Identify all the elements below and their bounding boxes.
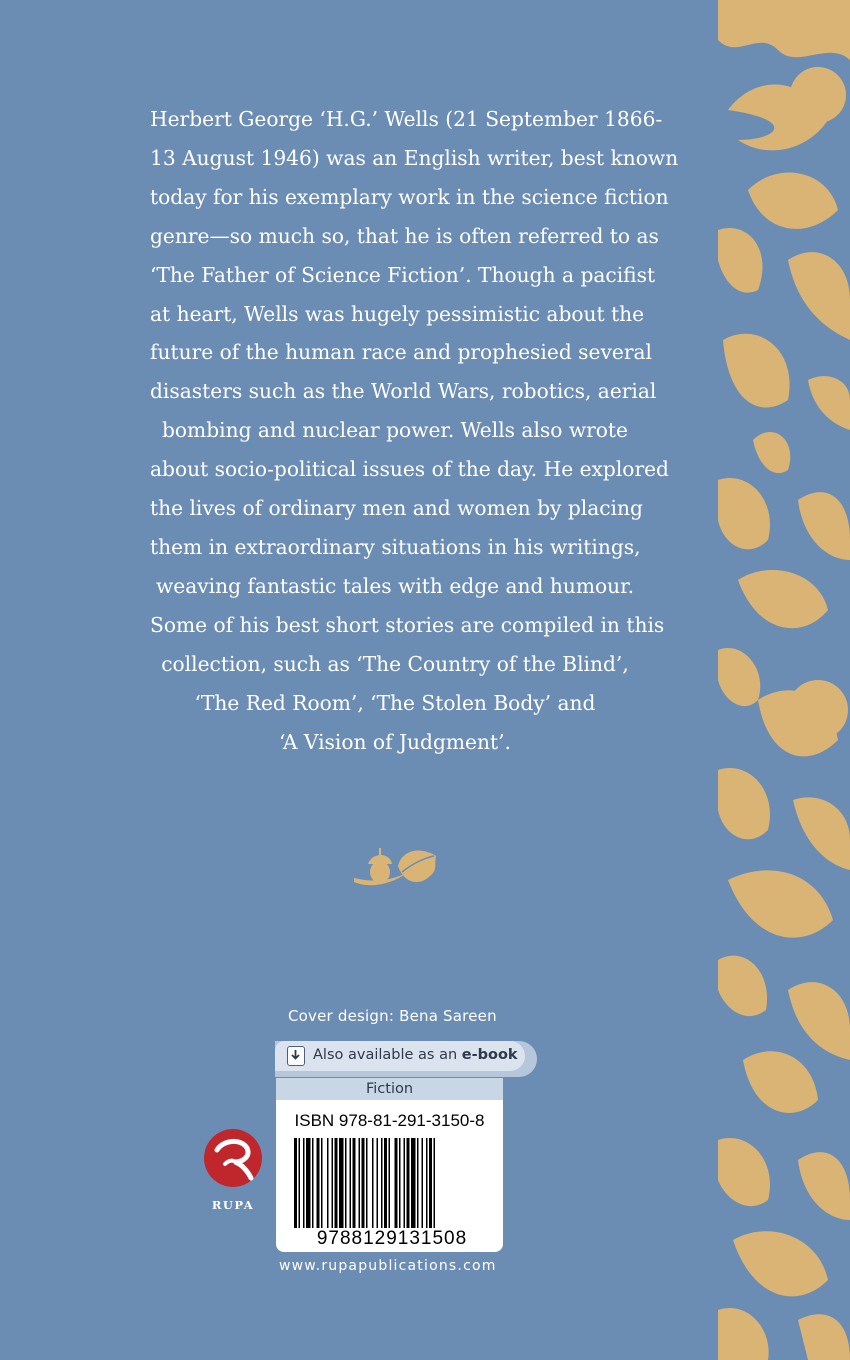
barcode-bar (399, 1138, 401, 1228)
barcode-bar (353, 1138, 356, 1228)
rupa-logo-icon (203, 1128, 263, 1188)
barcode-bar (366, 1138, 368, 1228)
barcode-bar (384, 1138, 387, 1228)
barcode-bar (426, 1138, 428, 1228)
barcode-bar (321, 1138, 323, 1228)
barcode-bar (312, 1138, 314, 1228)
blurb-line: collection, such as ‘The Country of the Blind’, (161, 651, 629, 676)
blurb-line: genre—so much so, that he is often referred to as (150, 223, 659, 248)
blurb-line: ‘The Red Room’, ‘The Stolen Body’ and (194, 690, 596, 715)
cover-design-credit: Cover design: Bena Sareen (288, 1007, 497, 1025)
barcode-bar (303, 1138, 305, 1228)
blurb-line: weaving fantastic tales with edge and humour. (155, 573, 635, 598)
barcode-bar (294, 1138, 297, 1228)
barcode-bar (362, 1138, 365, 1228)
barcode-bar (345, 1138, 347, 1228)
barcode-bar (317, 1138, 320, 1228)
barcode-bar (381, 1138, 383, 1228)
publisher-name: RUPA (211, 1198, 255, 1212)
floral-pattern (718, 0, 850, 1360)
blurb-line: ‘The Father of Science Fiction’. Though a pacifist (150, 262, 656, 287)
ebook-prefix: Also available as an (313, 1047, 462, 1063)
ebook-emphasis: e-book (461, 1047, 518, 1063)
blurb-line: Herbert George ‘H.G.’ Wells (21 September 1866- (150, 107, 663, 131)
barcode-bar (332, 1138, 334, 1228)
blurb-line: disasters such as the World Wars, robotics, aerial (150, 379, 657, 404)
blurb-line: them in extraordinary situations in his writings, (150, 534, 641, 559)
blurb-line: 13 August 1946) was an English writer, best known (150, 145, 679, 170)
blurb-line: ‘A Vision of Judgment’. (279, 729, 511, 754)
barcode-bar (389, 1138, 391, 1228)
barcode-bar (359, 1138, 361, 1228)
barcode-bar (306, 1138, 311, 1228)
barcode-bar (335, 1138, 338, 1228)
barcode-bar (429, 1138, 432, 1228)
barcode-bar (404, 1138, 406, 1228)
barcode-bar (372, 1138, 374, 1228)
blurb-line: future of the human race and prophesied several (150, 340, 652, 365)
barcode-bar (417, 1138, 419, 1228)
barcode-digits: 9788129131508 (316, 1228, 468, 1249)
barcode-bar (339, 1138, 344, 1228)
barcode-bar (350, 1138, 352, 1228)
barcode-bar (299, 1138, 301, 1228)
acorn-ornament-icon (350, 842, 442, 892)
genre-label: Fiction (276, 1078, 503, 1100)
barcode-bar (411, 1138, 416, 1228)
isbn-label: ISBN 978-81-291-3150-8 (294, 1111, 485, 1130)
blurb-line: bombing and nuclear power. Wells also wrote (161, 418, 628, 443)
barcode-bar (327, 1138, 329, 1228)
barcode-bar (422, 1138, 424, 1228)
blurb-line: at heart, Wells was hugely pessimistic about the (150, 301, 645, 326)
ebook-availability-badge (275, 1041, 537, 1077)
blurb-line: about socio-political issues of the day. He explored (150, 457, 669, 482)
blurb-line: today for his exemplary work in the science fiction (150, 184, 669, 209)
barcode-box (276, 1100, 503, 1252)
publisher-website[interactable]: www.rupapublications.com (279, 1258, 497, 1274)
blurb-line: Some of his best short stories are compiled in this (150, 612, 665, 637)
ebook-text (313, 1047, 518, 1063)
download-icon (287, 1046, 305, 1066)
barcode-bar (407, 1138, 410, 1228)
barcode-bars (294, 1138, 489, 1228)
author-blurb (150, 100, 679, 761)
barcode-bar (395, 1138, 398, 1228)
blurb-line: the lives of ordinary men and women by placing (150, 496, 643, 521)
barcode-bar (377, 1138, 379, 1228)
barcode-bar (434, 1138, 436, 1228)
